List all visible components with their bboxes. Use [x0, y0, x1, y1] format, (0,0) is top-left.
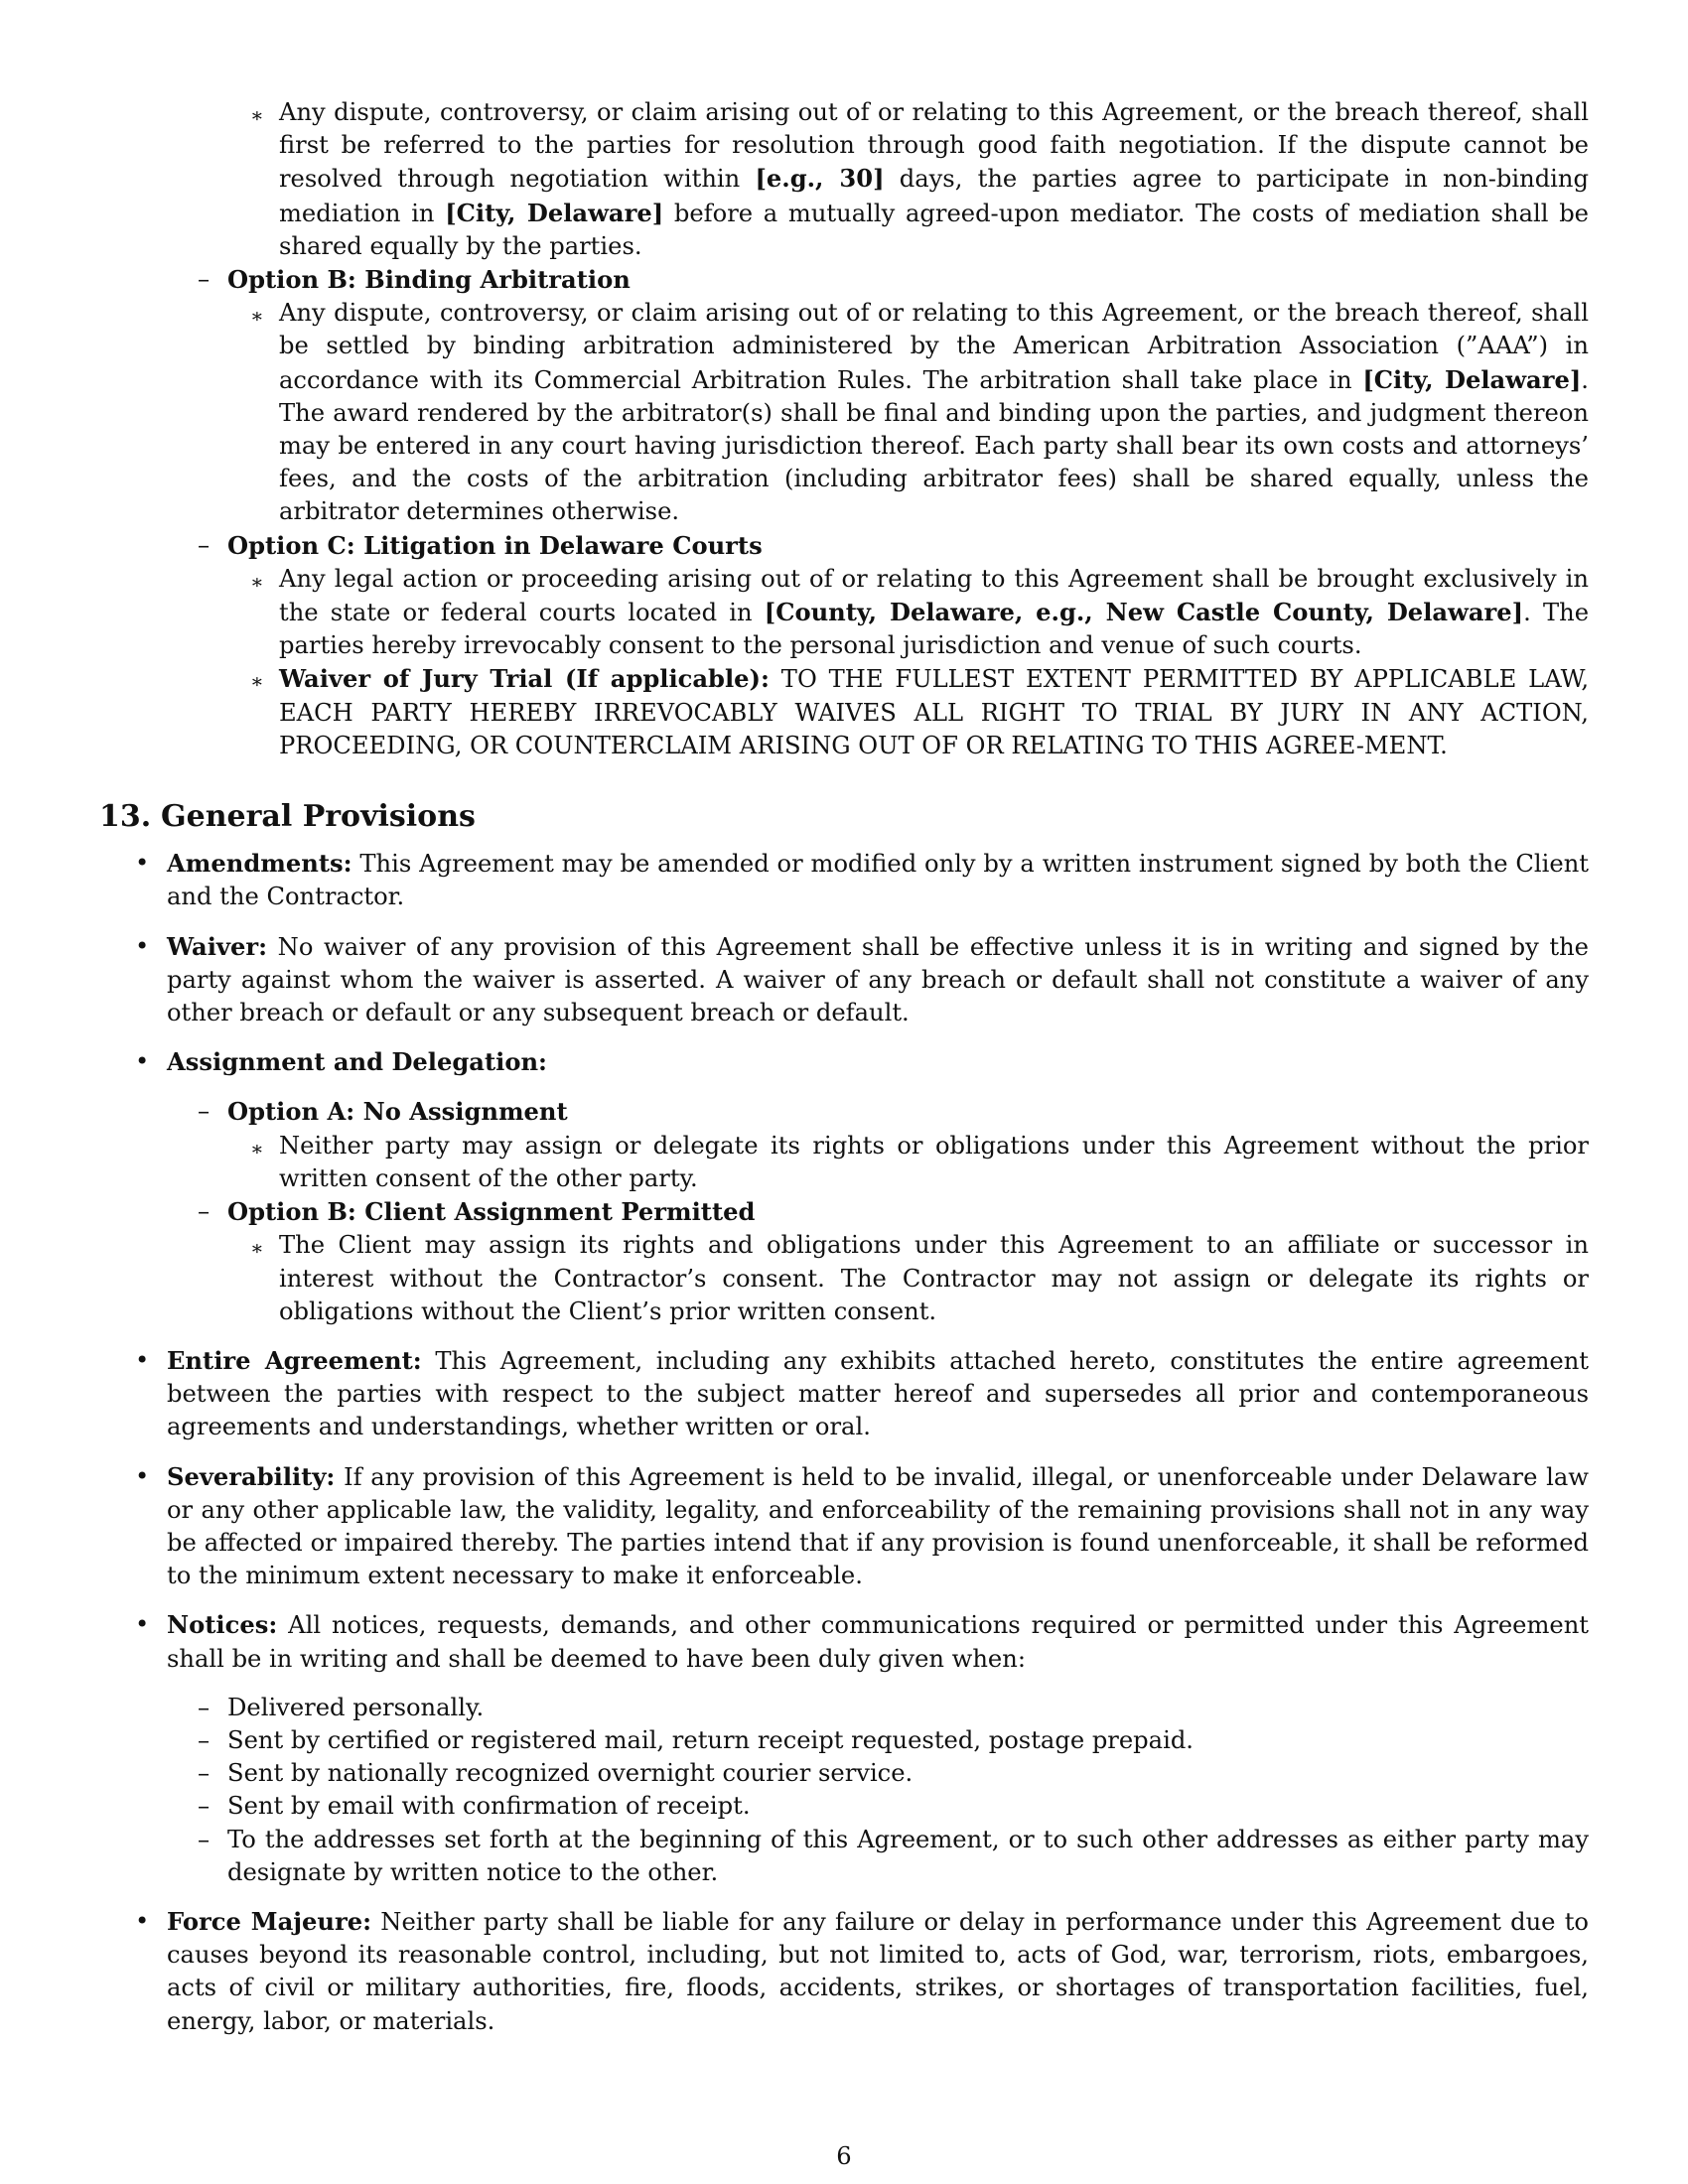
asterisk-bullet-icon: ∗: [250, 304, 264, 329]
entire-agreement-item: [99, 1344, 1589, 1444]
mediation-list: [99, 96, 1589, 263]
entire-agreement-label: Entire Agreement:: [167, 1345, 422, 1375]
dash-bullet-icon: –: [198, 530, 211, 559]
asterisk-bullet-icon: ∗: [250, 669, 264, 694]
waiver-item: [99, 930, 1589, 1030]
dash-bullet-icon: –: [198, 265, 211, 294]
force-majeure-label: Force Majeure:: [167, 1906, 372, 1936]
assign-option-a-text: Neither party may assign or delegate its rights or obligations under this Agreement without the prior written consent of the other party.: [279, 1131, 1589, 1192]
provisions-list: [99, 847, 1589, 2038]
assign-option-b-text: The Client may assign its rights and obligations under this Agreement to an affiliate or successor in interest without the Contractor’s consent. The Contractor may not assign or delegate its rights or obligations without the Client’s prior written consent.: [279, 1231, 1589, 1325]
option-b-list: [99, 263, 1589, 297]
section-number: 13.: [99, 799, 152, 835]
mediation-clause: [99, 96, 1589, 263]
mediation-text: before a mutually agreed-upon mediator. The costs of mediation shall be shared equally by the parties.: [279, 199, 1589, 260]
notices-methods: [167, 1692, 1589, 1889]
asterisk-bullet-icon: ∗: [250, 1136, 264, 1160]
assign-option-a: [99, 1095, 1589, 1129]
notice-method-item: [99, 1692, 1589, 1724]
assignment-options: [167, 1095, 1589, 1129]
dash-bullet-icon: –: [198, 1693, 211, 1721]
severability-label: Severability:: [167, 1461, 336, 1491]
waiver-text: No waiver of any provision of this Agreement shall be effective unless it is in writing and signed by the party against whom the waiver is asserted. A waiver of any breach or default shall not constitute a waiver of any other breach or default or any subsequent breach or default.: [167, 932, 1589, 1027]
notice-method-text: Sent by certified or registered mail, return receipt requested, postage prepaid.: [227, 1725, 1194, 1754]
amendments-text: This Agreement may be amended or modified only by a written instrument signed by both the Client and the Contractor.: [167, 850, 1589, 911]
assign-option-a-clause: [99, 1130, 1589, 1195]
document-page: [99, 96, 1589, 2038]
asterisk-bullet-icon: ∗: [250, 103, 264, 127]
mediation-days: [e.g., 30]: [755, 164, 885, 194]
jury-waiver-label: Waiver of Jury Trial (If applicable):: [279, 664, 770, 694]
notices-text: All notices, requests, demands, and other communications required or permitted under this Agreement shall be in writing and shall be deemed to have been duly given when:: [167, 1611, 1589, 1673]
option-b-clause: [99, 297, 1589, 528]
dot-bullet-icon: •: [135, 849, 150, 878]
mediation-text: days, the parties agree to participate in non-binding mediation in: [279, 165, 1589, 227]
severability-item: [99, 1460, 1589, 1593]
page-number: 6: [836, 2142, 852, 2170]
dot-bullet-icon: •: [135, 1906, 150, 1935]
force-majeure-text: Neither party shall be liable for any failure or delay in performance under this Agreement due to causes beyond its reasonable control, including, but not limited to, acts of God, war, terrorism, riots, embargoes, acts of civil or military authorities, fire, floods, accidents, strikes, or shortages of transportation facilities, fuel, energy, labor, or materials.: [167, 1907, 1589, 2035]
dash-bullet-icon: –: [198, 1792, 211, 1821]
severability-text: If any provision of this Agreement is held to be invalid, illegal, or unenforceable under Delaware law or any other applicable law, the validity, legality, and enforceability of the remaining provisions shall not in any way be affected or impaired thereby. The parties intend that if any provision is found unenforceable, it shall be reformed to the minimum extent necessary to make it enforceable.: [167, 1462, 1589, 1590]
entire-agreement-text: This Agreement, including any exhibits attached hereto, constitutes the entire agreement between the parties with respect to the subject matter hereof and supersedes all prior and contemporaneous agreements and understandings, whether written or oral.: [167, 1346, 1589, 1441]
notice-method-text: Sent by email with confirmation of receipt.: [227, 1792, 751, 1821]
option-c-list: [99, 529, 1589, 563]
dash-bullet-icon: –: [198, 1759, 211, 1788]
option-b-title: Option B: Binding Arbitration: [227, 265, 631, 295]
assign-option-b: [99, 1195, 1589, 1229]
notice-method-item: [99, 1824, 1589, 1889]
section-title: General Provisions: [161, 799, 476, 835]
assign-option-a-title: Option A: No Assignment: [227, 1097, 568, 1127]
assignment-options-b: [167, 1195, 1589, 1229]
mediation-text: Any dispute, controversy, or claim arising out of or relating to this Agreement, or the breach thereof, shall first be referred to the parties for resolution through good faith negotiation. If the dispute cannot be resolved through negotiation within: [279, 98, 1589, 194]
option-c-title: Option C: Litigation in Delaware Courts: [227, 530, 763, 560]
mediation-city: [City, Delaware]: [445, 198, 664, 227]
option-c-text: Any legal action or proceeding arising out of or relating to this Agreement shall be brought exclusively in the state or federal courts located in: [279, 564, 1589, 627]
option-b-text: Any dispute, controversy, or claim arising out of or relating to this Agreement, or the breach thereof, shall be settled by binding arbitration administered by the American Arbitration Association (”AAA”) in accordance with its Commercial Arbitration Rules. The arbitration shall take place in: [279, 299, 1589, 394]
dash-bullet-icon: –: [198, 1097, 211, 1126]
asterisk-bullet-icon: ∗: [250, 569, 264, 594]
dash-bullet-icon: –: [198, 1825, 211, 1853]
option-c-clauses: [99, 563, 1589, 762]
dash-bullet-icon: –: [198, 1725, 211, 1754]
section-heading: [99, 800, 1589, 833]
notices-label: Notices:: [167, 1610, 278, 1640]
dot-bullet-icon: •: [135, 1047, 150, 1076]
option-c-clause: [99, 563, 1589, 663]
notice-method-text: To the addresses set forth at the beginning of this Agreement, or to such other addresses as either party may designate by written notice to the other.: [227, 1825, 1589, 1886]
option-c-item: [99, 529, 1589, 563]
option-b-clauses: [99, 297, 1589, 528]
waiver-label: Waiver:: [167, 931, 268, 961]
dot-bullet-icon: •: [135, 931, 150, 960]
option-b-text: . The award rendered by the arbitrator(s) shall be final and binding upon the parties, and judgment thereon may be entered in any court having jurisdiction thereof. Each party shall bear its own costs and attorneys’ fees, and the costs of the arbitration (including arbitrator fees) shall be shared equally, unless the arbitrator determines otherwise.: [279, 365, 1589, 526]
jury-waiver-clause: [99, 662, 1589, 762]
notice-method-item: [99, 1757, 1589, 1790]
option-c-county: [County, Delaware, e.g., New Castle County, Delaware]: [764, 598, 1524, 627]
assign-option-b-clauses: [167, 1229, 1589, 1328]
dot-bullet-icon: •: [135, 1345, 150, 1374]
dot-bullet-icon: •: [135, 1461, 150, 1490]
notice-method-item: [99, 1790, 1589, 1823]
option-c-text: . The parties hereby irrevocably consent to the personal jurisdiction and venue of such courts.: [279, 599, 1590, 660]
dot-bullet-icon: •: [135, 1610, 150, 1639]
dash-bullet-icon: –: [198, 1197, 211, 1226]
notices-item: [99, 1608, 1589, 1889]
assign-option-a-clauses: [167, 1130, 1589, 1195]
notice-method-text: Sent by nationally recognized overnight courier service.: [227, 1759, 914, 1788]
notice-method-text: Delivered personally.: [227, 1693, 485, 1721]
force-majeure-item: [99, 1905, 1589, 2038]
amendments-label: Amendments:: [167, 849, 352, 879]
assignment-label: Assignment and Delegation:: [167, 1047, 547, 1077]
option-b-item: [99, 263, 1589, 297]
assign-option-b-clause: [99, 1229, 1589, 1328]
assignment-item: [99, 1045, 1589, 1328]
jury-waiver-text: TO THE FULLEST EXTENT PERMITTED BY APPLICABLE LAW, EACH PARTY HEREBY IRREVOCABLY WAIVES ALL RIGHT TO TRIAL BY JURY IN ANY ACTION, PROCEEDING, OR COUNTERCLAIM ARISING OUT OF OR RELATING TO THIS AGREE-MENT.: [279, 665, 1590, 759]
assign-option-b-title: Option B: Client Assignment Permitted: [227, 1197, 756, 1227]
amendments-item: [99, 847, 1589, 913]
notice-method-item: [99, 1724, 1589, 1757]
option-b-city: [City, Delaware]: [1362, 364, 1582, 394]
asterisk-bullet-icon: ∗: [250, 1236, 264, 1261]
